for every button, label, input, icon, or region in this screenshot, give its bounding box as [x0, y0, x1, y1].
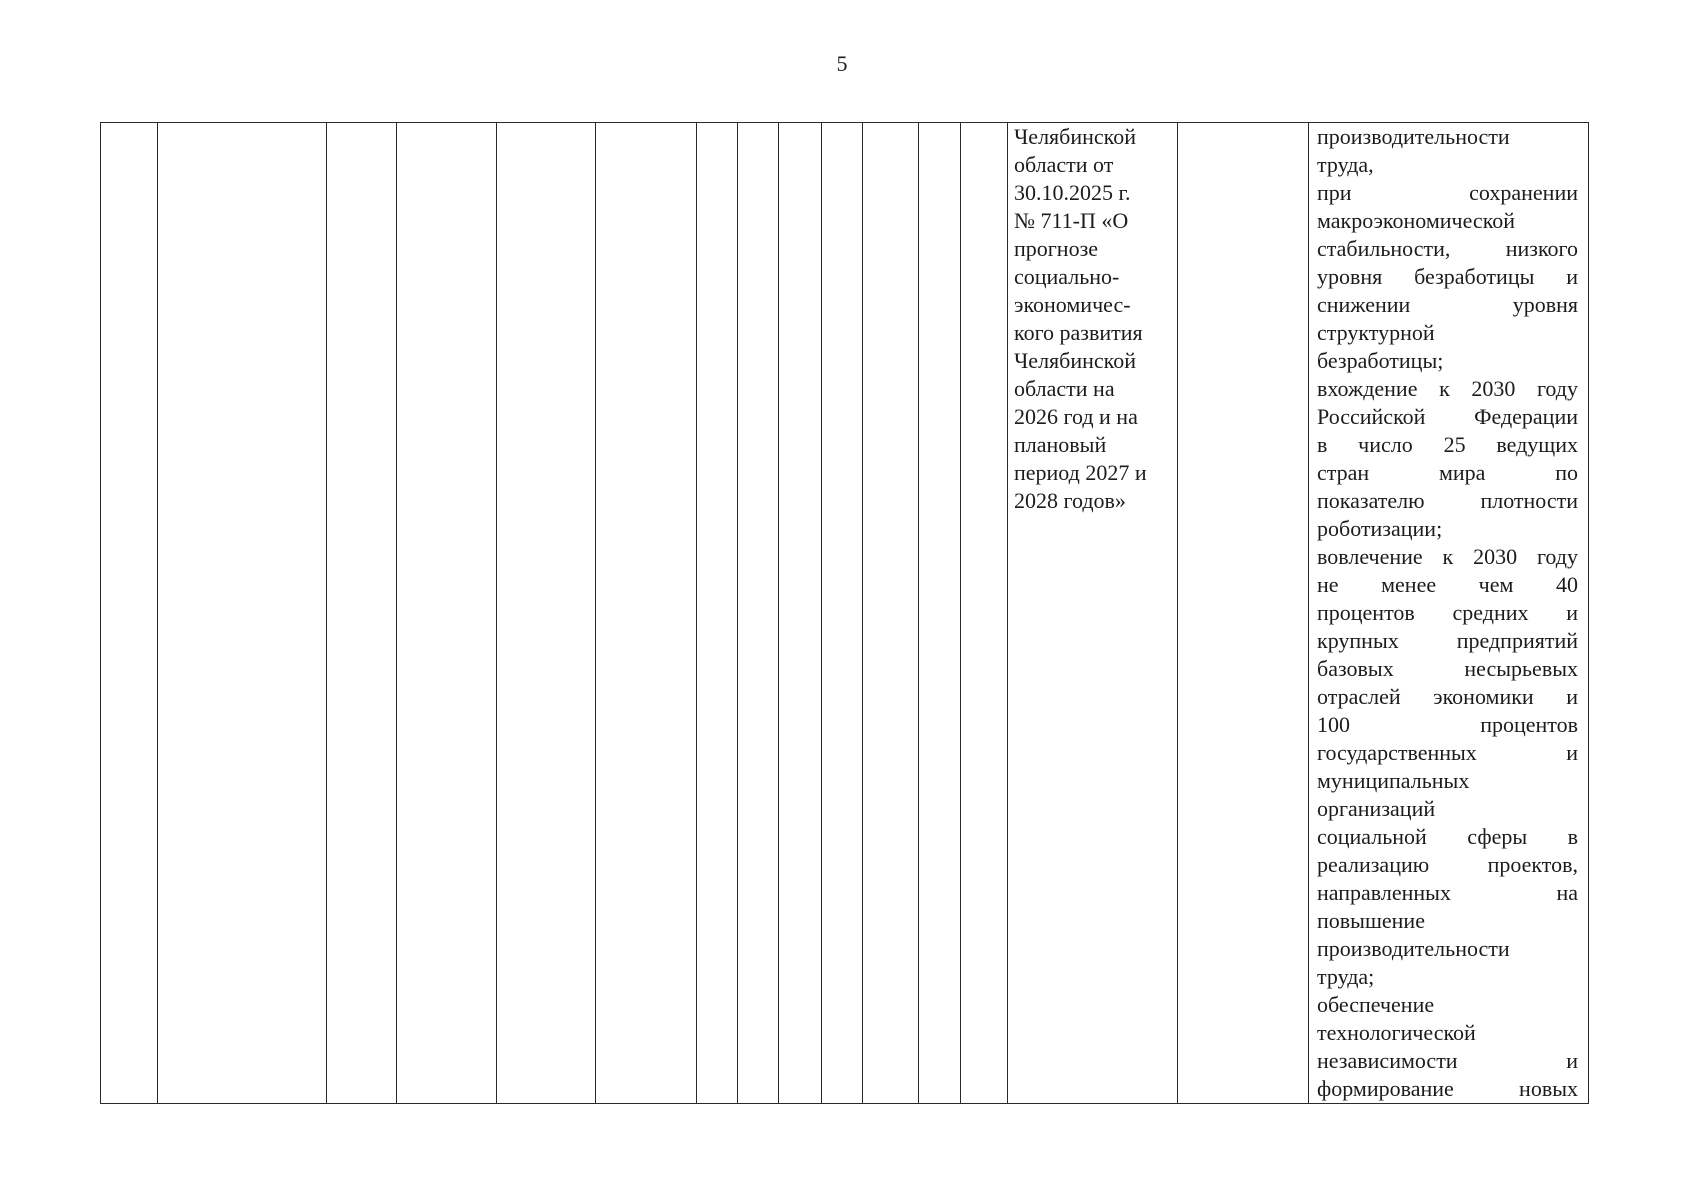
- goals-line: обеспечение: [1317, 992, 1435, 1017]
- goals-line: структурной: [1317, 320, 1435, 345]
- goals-line: роботизации;: [1317, 516, 1443, 541]
- basis-line: прогнозе: [1014, 236, 1099, 261]
- document-table: [100, 122, 1589, 1104]
- table-cell-empty-8: [738, 123, 779, 1104]
- goals-line: отраслей экономики и: [1317, 684, 1578, 709]
- goals-line: труда;: [1317, 964, 1375, 989]
- basis-line: 30.10.2025 г.: [1014, 180, 1131, 205]
- goals-line: вовлечение к 2030 году: [1317, 544, 1578, 569]
- goals-line: при сохранении: [1317, 180, 1578, 205]
- goals-line: стабильности, низкого: [1317, 236, 1578, 261]
- goals-line: повышение: [1317, 908, 1425, 933]
- basis-line: экономичес-: [1014, 292, 1131, 317]
- table-cell-empty-3: [327, 123, 397, 1104]
- table-cell-empty-10: [822, 123, 863, 1104]
- goals-text: [1317, 123, 1578, 1103]
- goals-line: организаций: [1317, 796, 1436, 821]
- table-row: [101, 123, 1589, 1104]
- table-cell-empty-6: [596, 123, 697, 1104]
- goals-line: снижении уровня: [1317, 292, 1578, 317]
- goals-line: независимости и: [1317, 1048, 1578, 1073]
- goals-line: производительности: [1317, 124, 1510, 149]
- basis-line: 2028 годов»: [1014, 488, 1126, 513]
- basis-line: области на: [1014, 376, 1115, 401]
- goals-line: стран мира по: [1317, 460, 1578, 485]
- table-cell-empty-13: [961, 123, 1008, 1104]
- basis-line: № 711-П «О: [1014, 208, 1129, 233]
- basis-line: Челябинской: [1014, 124, 1137, 149]
- goals-line: муниципальных: [1317, 768, 1470, 793]
- goals-line: социальной сферы в: [1317, 824, 1578, 849]
- basis-line: кого развития: [1014, 320, 1143, 345]
- basis-line: период 2027 и: [1014, 460, 1147, 485]
- table-cell-goals: [1309, 123, 1589, 1104]
- goals-line: технологической: [1317, 1020, 1476, 1045]
- table-cell-empty-1: [101, 123, 158, 1104]
- table-cell-empty-2: [158, 123, 327, 1104]
- goals-line: вхождение к 2030 году: [1317, 376, 1578, 401]
- table-cell-empty-4: [397, 123, 497, 1104]
- page-number: 5: [836, 51, 848, 76]
- table-cell-empty-11: [863, 123, 919, 1104]
- goals-line: в число 25 ведущих: [1317, 432, 1578, 457]
- basis-line: области от: [1014, 152, 1114, 177]
- goals-line: крупных предприятий: [1317, 628, 1578, 653]
- basis-line: 2026 год и на: [1014, 404, 1138, 429]
- goals-line: показателю плотности: [1317, 488, 1578, 513]
- goals-line: Российской Федерации: [1317, 404, 1578, 429]
- table-cell-legal-basis: [1008, 123, 1178, 1104]
- goals-line: безработицы;: [1317, 348, 1444, 373]
- goals-line: реализацию проектов,: [1317, 852, 1578, 877]
- goals-line: макроэкономической: [1317, 208, 1516, 233]
- basis-line: Челябинской: [1014, 348, 1137, 373]
- table-cell-empty-12: [919, 123, 961, 1104]
- goals-line: не менее чем 40: [1317, 572, 1578, 597]
- table-cell-empty-9: [779, 123, 822, 1104]
- basis-line: социально-: [1014, 264, 1120, 289]
- goals-line: труда,: [1317, 152, 1374, 177]
- goals-line: формирование новых: [1317, 1076, 1578, 1101]
- goals-line: уровня безработицы и: [1317, 264, 1578, 289]
- basis-line: плановый: [1014, 432, 1107, 457]
- goals-line: государственных и: [1317, 740, 1578, 765]
- goals-line: 100 процентов: [1317, 712, 1578, 737]
- table-cell-empty-15: [1178, 123, 1309, 1104]
- table-cell-empty-5: [497, 123, 596, 1104]
- goals-line: направленных на: [1317, 880, 1578, 905]
- goals-line: процентов средних и: [1317, 600, 1578, 625]
- goals-line: базовых несырьевых: [1317, 656, 1578, 681]
- table-cell-empty-7: [697, 123, 738, 1104]
- goals-line: производительности: [1317, 936, 1510, 961]
